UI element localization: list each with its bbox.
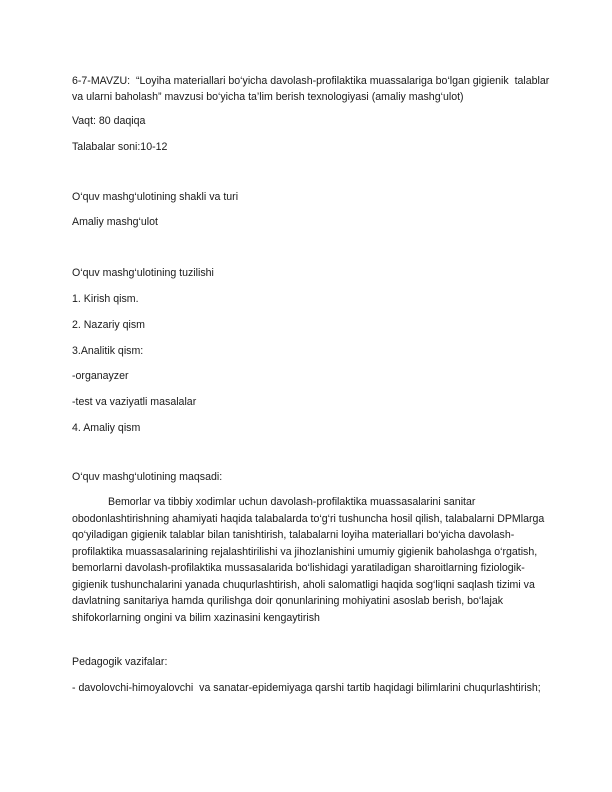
form-heading: O‘quv mashg‘ulotining shakli va turi bbox=[72, 191, 239, 203]
goal-line: qo‘yiladigan gigienik talablar bilan tanishtirish, talabalarni loyiha materiallari bo‘yicha davolash- bbox=[72, 529, 515, 541]
goal-line: bemorlarni davolash-profilaktika mussasalarida bo‘lishidagi yaratiladigan sharoitlarning fiziologik- bbox=[72, 562, 525, 574]
title-line-2: va ularni baholash” mavzusi bo‘yicha ta’lim berish texnologiyasi (amaliy mashg‘ulot) bbox=[72, 91, 464, 103]
goal-line: Bemorlar va tibbiy xodimlar uchun davolash-profilaktika muassasalarini sanitar bbox=[108, 496, 476, 508]
structure-item: 4. Amaliy qism bbox=[72, 422, 141, 434]
structure-heading: O‘quv mashg‘ulotining tuzilishi bbox=[72, 267, 214, 279]
goal-line: shifokorlarning ongini va bilim xazinasini kengaytirish bbox=[72, 611, 320, 624]
tasks-heading: Pedagogik vazifalar: bbox=[72, 656, 168, 668]
goal-line: davlatning sanitariya hamda qurilishga doir qonunlarining mohiyatini asoslab berish, bo‘lajak bbox=[72, 595, 504, 607]
structure-item: -organayzer bbox=[72, 370, 129, 382]
students-line: Talabalar soni:10-12 bbox=[72, 141, 168, 153]
goal-line: gigienik tushunchalarini yanada chuqurlashtirish, aholi salomatligi haqida sog‘liqni saqlash tizimi va bbox=[72, 578, 535, 591]
structure-item: 1. Kirish qism. bbox=[72, 293, 139, 305]
title-line-1: 6-7-MAVZU: “Loyiha materiallari bo‘yicha davolash-profilaktika muassalariga bo‘lgan gigienik talablar bbox=[72, 75, 550, 87]
goal-heading: O‘quv mashg‘ulotining maqsadi: bbox=[72, 471, 223, 483]
goal-line: profilaktika muassasalarining rejalashtirilishi va jihozlanishini umumiy gigienik baholashga o‘rgatish, bbox=[72, 545, 538, 558]
goal-line: obodonlashtirishning ahamiyati haqida talabalarda to‘g‘ri tushuncha hosil qilish, talabalarni DPMlarga bbox=[72, 512, 545, 525]
structure-item: -test va vaziyatli masalalar bbox=[72, 396, 197, 408]
structure-item: 3.Analitik qism: bbox=[72, 345, 144, 357]
structure-item: 2. Nazariy qism bbox=[72, 319, 145, 331]
goal-paragraph bbox=[72, 494, 545, 626]
task-item: - davolovchi-himoyalovchi va sanatar-epidemiyaga qarshi tartib haqidagi bilimlarini chuqurlashtirish; bbox=[72, 682, 541, 694]
time-line: Vaqt: 80 daqiqa bbox=[72, 115, 146, 127]
form-value: Amaliy mashg‘ulot bbox=[72, 216, 158, 228]
